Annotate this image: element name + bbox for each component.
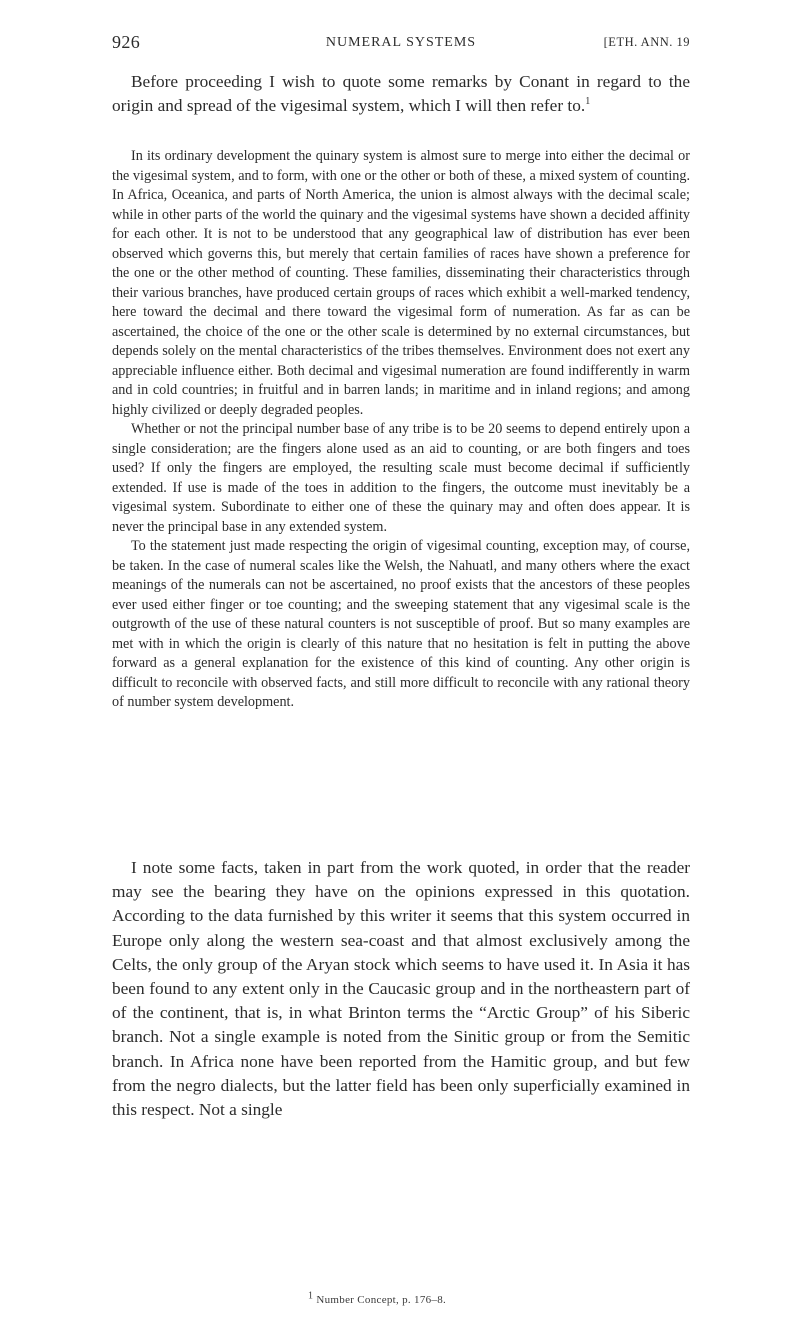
- footnote-reference: 1: [585, 95, 591, 107]
- quote-paragraph-1: In its ordinary development the quinary system is almost sure to merge into either the decimal or the vigesimal system, and to form, with one or the other or both of these, a mixed system of counting. In Africa, Oceanica, and parts of North America, the union is almost always with the decimal scale; while in other parts of the world the quinary and the vigesimal systems have shown a decided affinity for each other. It is not to be understood that any geographical law of distribution has ever been observed which governs this, but merely that certain families of races have shown a preference for the one or the other method of counting. These families, disseminating their characteristics through their various branches, have produced certain groups of races which exhibit a well-marked tendency, here toward the decimal and there toward the vigesimal form of numeration. As far as can be ascertained, the choice of the one or the other scale is determined by no external circumstances, but depends solely on the mental characteristics of the tribes themselves. Environment does not exert any appreciable influence either. Both decimal and vigesimal numeration are found indifferently in warm and in cold countries; in fruitful and in barren lands; in maritime and in inland regions; and among highly civilized or deeply degraded peoples.: [112, 148, 690, 418]
- page-header: [112, 32, 690, 60]
- intro-text: Before proceeding I wish to quote some remarks by Conant in regard to the origin and spread of the vigesimal system, which I will then refer to.: [112, 72, 690, 115]
- page-number: 926: [112, 32, 141, 52]
- running-title: NUMERAL SYSTEMS: [325, 35, 477, 50]
- footnote-marker: 1: [308, 1290, 314, 1302]
- quote-paragraph-3: To the statement just made respecting the origin of vigesimal counting, exception may, of course, be taken. In the case of numeral scales like the Welsh, the Nahuatl, and many others where the exact meanings of the numerals can not be ascertained, no proof exists that the ancestors of these peoples ever used either finger or toe counting; and the sweeping statement that any vigesimal scale is the outgrowth of the use of these natural counters is not susceptible of proof. But so many examples are met with in which the origin is clearly of this nature that no hesitation is felt in putting the above forward as a general explanation for the existence of this kind of counting. Any other origin is difficult to reconcile with observed facts, and still more difficult to reconcile with any rational theory of number system development.: [112, 538, 690, 710]
- closing-paragraph: I note some facts, taken in part from the work quoted, in order that the reader may see the bearing they have on the opinions expressed in this quotation. According to the data furnished by this writer it seems that this system occurred in Europe only along the western sea-coast and that almost exclusively among the Celts, the only group of the Aryan stock which seems to have used it. In Asia it has been found to any extent only in the Caucasic group and in the northeastern part of of the continent, that is, in what Brinton terms the “Arctic Group” of his Siberic branch. Not a single example is noted from the Sinitic group or from the Semitic branch. In Africa none have been reported from the Hamitic group, and but few from the negro dialects, but the latter field has been only superficially examined in this respect. Not a single: [112, 858, 690, 1120]
- block-quotation: [112, 147, 690, 713]
- series-label: [ETH. ANN. 19: [603, 35, 690, 49]
- intro-paragraph: [112, 70, 690, 117]
- footnote: [308, 1290, 447, 1306]
- quote-paragraph-2: Whether or not the principal number base of any tribe is to be 20 seems to depend entirely upon a single consideration; are the fingers alone used as an aid to counting, or are both fingers and toes used? If only the fingers are employed, the resulting scale must become decimal if sufficiently extended. If use is made of the toes in addition to the fingers, the outcome must inevitably be a vigesimal system. Subordinate to either one of these the quinary may and often does appear. It is never the principal base in any extended system.: [112, 421, 690, 535]
- footnote-text: Number Concept, p. 176–8.: [316, 1294, 447, 1306]
